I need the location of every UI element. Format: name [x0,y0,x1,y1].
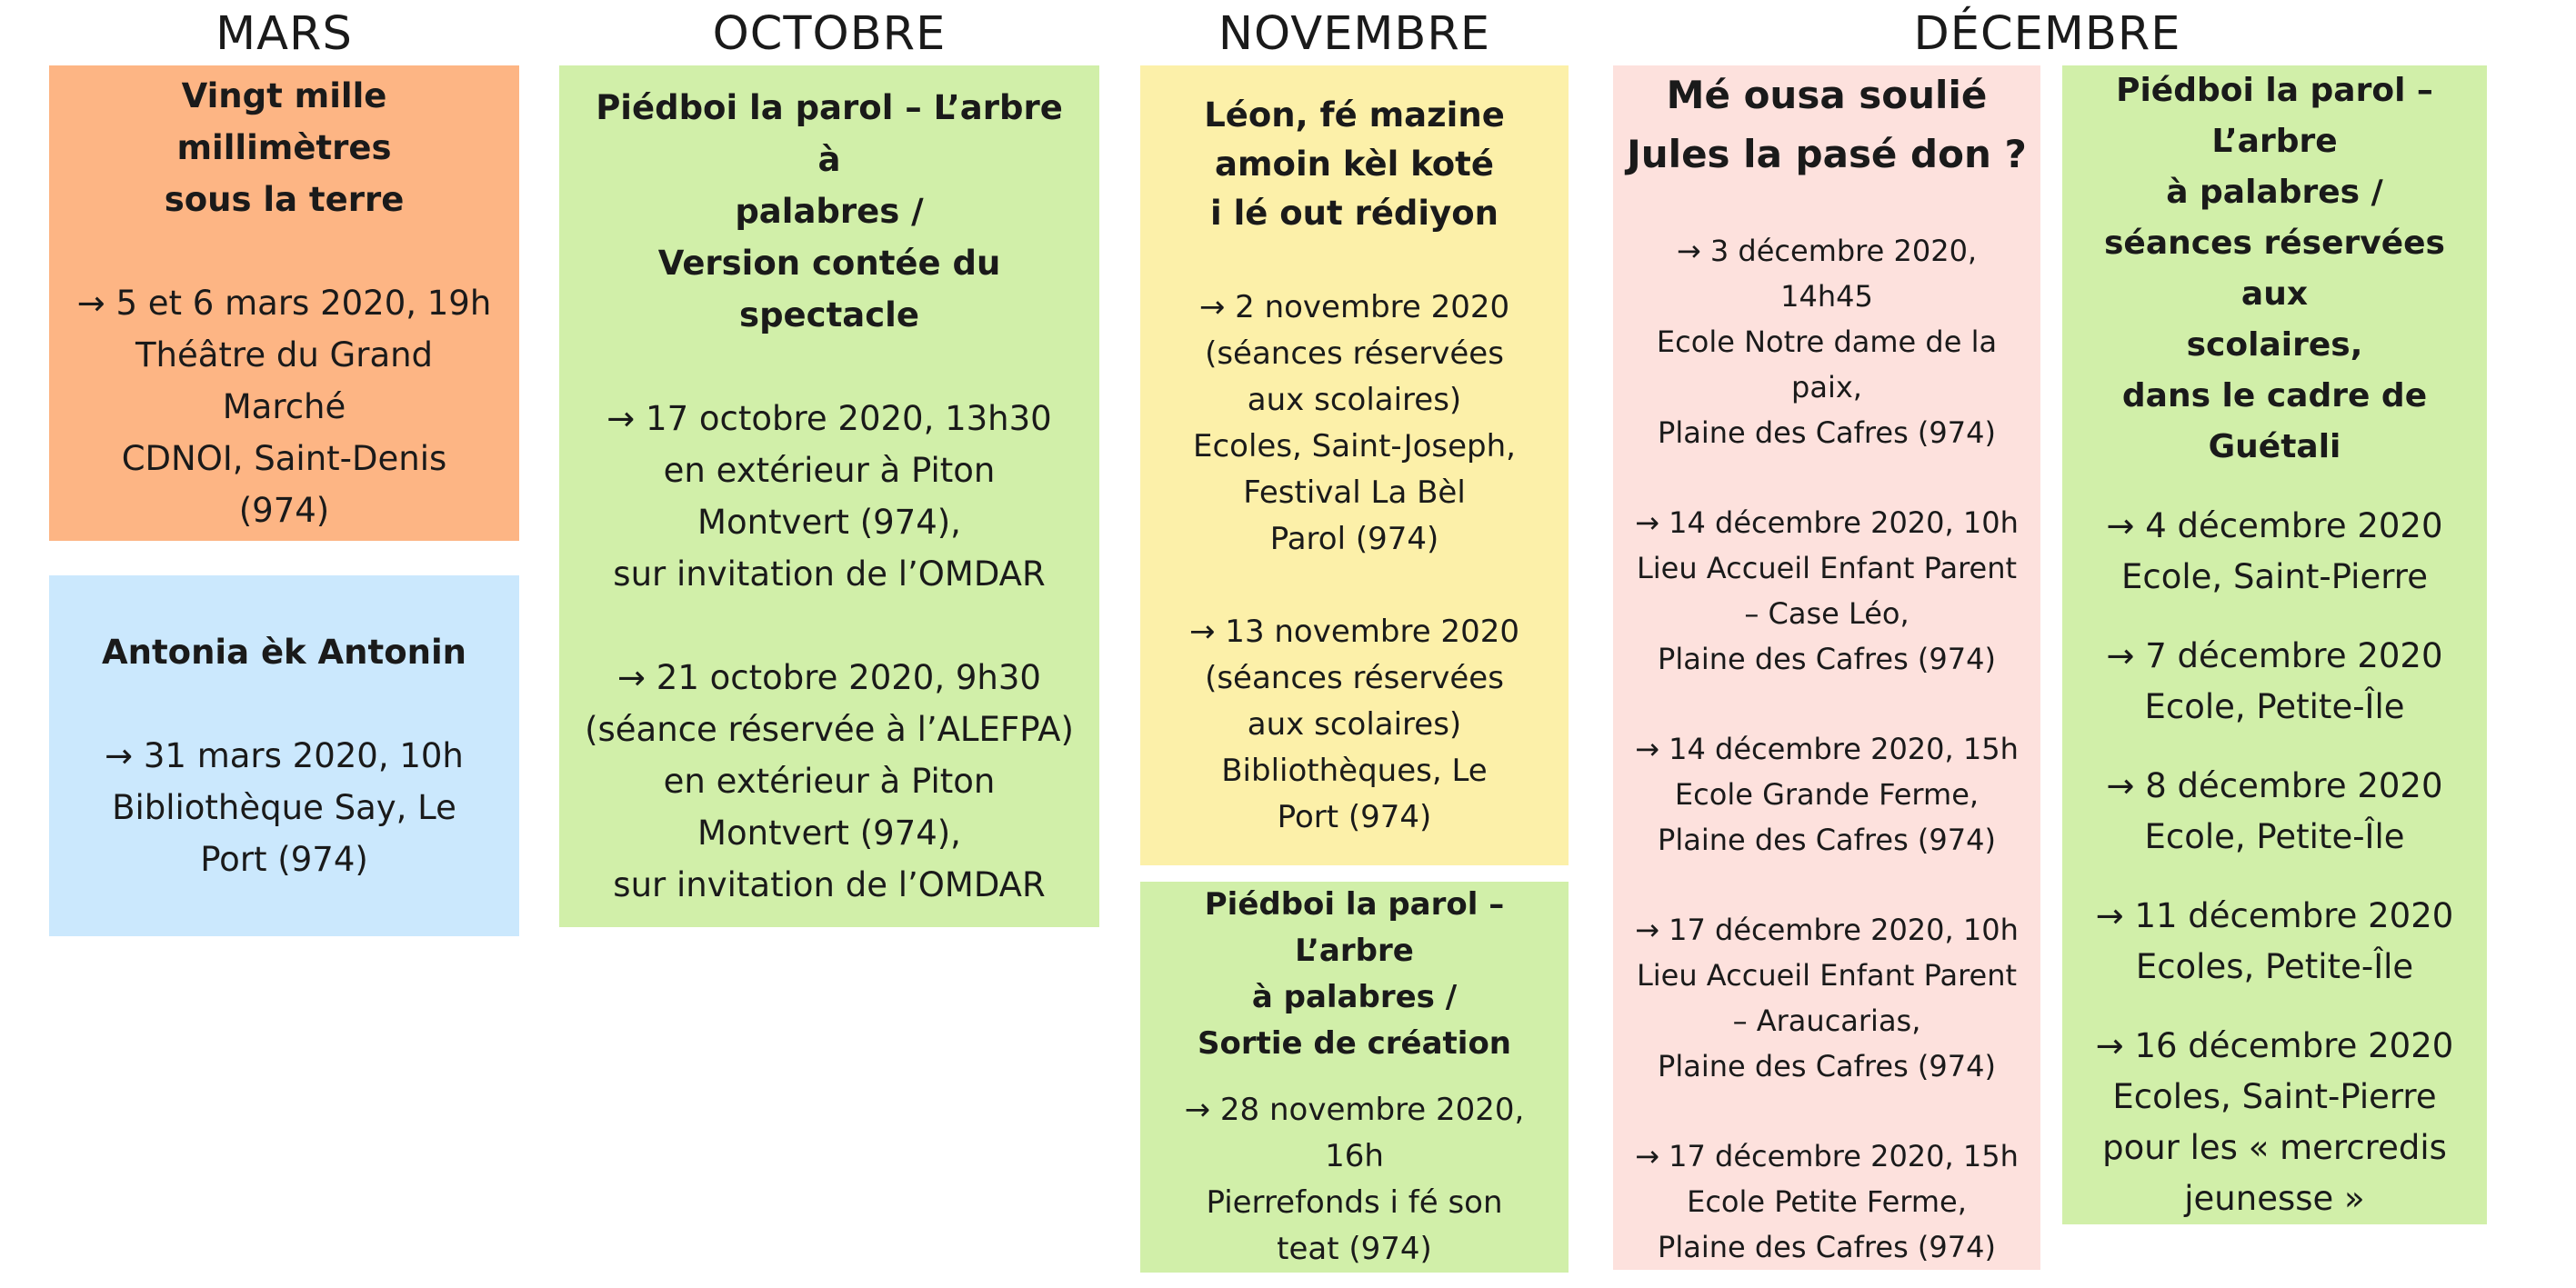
event-session: → 7 décembre 2020 Ecole, Petite-Île [2106,636,2443,726]
event-title: Antonia èk Antonin [102,633,466,672]
event-card-piedboi-version-contee [559,65,1099,927]
event-title: Piédboi la parol – L’arbre à palabres / séances réservées aux scolaires, dans le cadre de Guétali [2104,72,2445,465]
event-session: → 16 décembre 2020 Ecoles, Saint-Pierre pour les « mercredis jeunesse » [2095,1026,2454,1218]
event-title: Léon, fé mazine amoin kèl koté i lé out rédiyon [1204,95,1505,233]
month-header-octobre: OCTOBRE [712,7,947,61]
event-card-antonia-ek-antonin [49,575,519,936]
event-details: → 5 et 6 mars 2020, 19h Théâtre du Grand Marché CDNOI, Saint-Denis (974) [76,284,492,530]
event-session: → 2 novembre 2020 (séances réservées aux scolaires) Ecoles, Saint-Joseph, Festival La Bèl Parol (974) [1193,288,1516,557]
event-card-piedboi-guetali [2062,65,2487,1224]
event-session: → 14 décembre 2020, 15h Ecole Grande Ferme, Plaine des Cafres (974) [1635,732,2019,857]
event-session: → 17 décembre 2020, 10h Lieu Accueil Enfant Parent – Araucarias, Plaine des Cafres (974) [1635,913,2019,1083]
event-session: → 13 novembre 2020 (séances réservées aux scolaires) Bibliothèques, Le Port (974) [1189,613,1519,835]
month-header-decembre: DÉCEMBRE [1913,7,2181,61]
event-session: → 21 octobre 2020, 9h30 (séance réservée à l’ALEFPA) en extérieur à Piton Montvert (974), sur invitation de l’OMDAR [585,658,1074,904]
event-title: Vingt mille millimètres sous la terre [164,76,405,219]
event-session: → 28 novembre 2020, 16h Pierrefonds i fé son teat (974) [1184,1092,1525,1267]
event-session: → 14 décembre 2020, 10h Lieu Accueil Enfant Parent – Case Léo, Plaine des Cafres (974) [1635,505,2019,676]
event-session: → 4 décembre 2020 Ecole, Saint-Pierre [2106,506,2443,596]
event-session: → 11 décembre 2020 Ecoles, Petite-Île [2095,896,2454,986]
event-card-vingt-mille-millimetres [49,65,519,541]
month-header-novembre: NOVEMBRE [1218,7,1491,61]
event-title: Piédboi la parol – L’arbre à palabres / Version contée du spectacle [596,88,1063,334]
event-title: Mé ousa soulié Jules la pasé don ? [1627,73,2027,176]
event-details: → 31 mars 2020, 10h Bibliothèque Say, Le Port (974) [105,736,464,879]
month-header-mars: MARS [216,7,353,61]
event-title: Piédboi la parol – L’arbre à palabres / Sortie de création [1197,886,1512,1062]
event-card-me-ousa-soulie-jules [1613,65,2040,1270]
event-session: → 3 décembre 2020, 14h45 Ecole Notre dame de la paix, Plaine des Cafres (974) [1656,234,1998,450]
event-session: → 17 décembre 2020, 15h Ecole Petite Ferme, Plaine des Cafres (974) [1635,1139,2019,1264]
event-card-piedboi-sortie-creation [1140,882,1569,1273]
event-session: → 17 octobre 2020, 13h30 en extérieur à Piton Montvert (974), sur invitation de l’OMDAR [606,399,1052,594]
event-card-leon-fe-mazine [1140,65,1569,865]
event-session: → 8 décembre 2020 Ecole, Petite-Île [2106,766,2443,856]
